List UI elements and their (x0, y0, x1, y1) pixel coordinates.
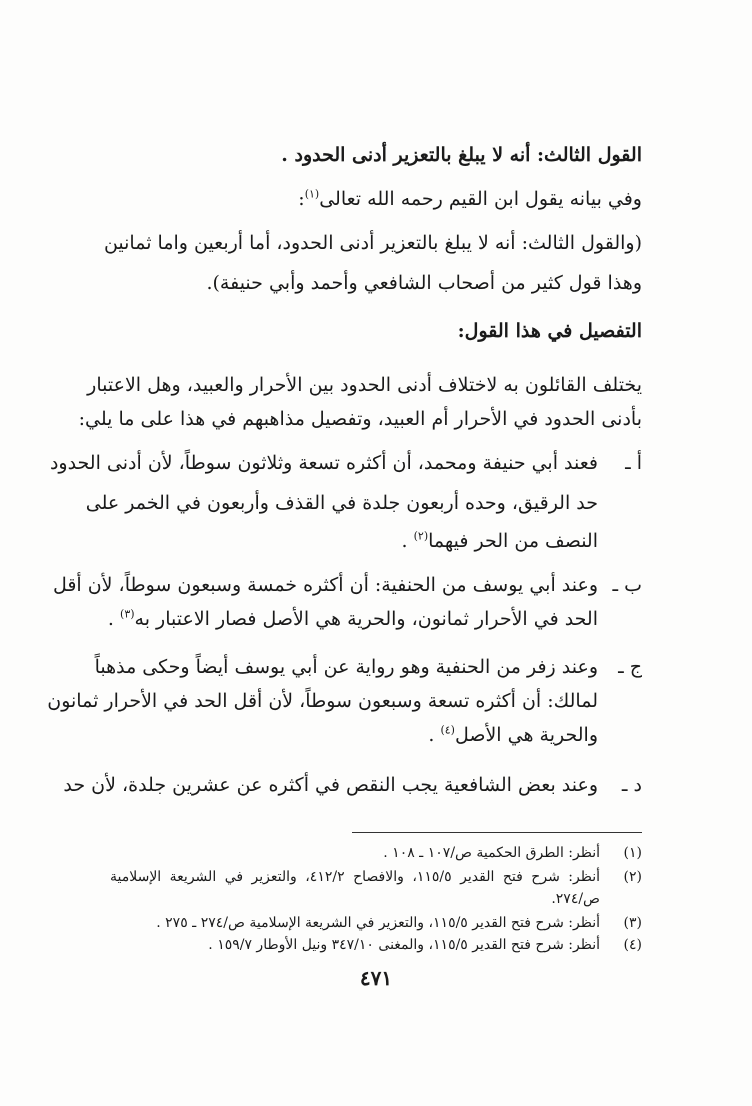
ibn-qayyim-intro-colon: : (298, 188, 305, 210)
third-opinion-line (110, 140, 642, 170)
item-b-text-1: وعند أبي يوسف من الحنفية: أن أكثره خمسة وسبعون سوطاً، لأن أقل (52, 574, 598, 596)
footnote-ref-1[interactable]: (١) (304, 187, 320, 201)
item-a-label: أ ـ (625, 452, 642, 474)
quote-text-1: (والقول الثالث: أنه لا يبلغ بالتعزير أدنى الحدود، أما أربعين واما ثمانين (103, 232, 642, 254)
quote-line-2 (110, 268, 642, 298)
section-heading-text: التفصيل في هذا القول: (457, 320, 642, 342)
item-c-text-3 (110, 720, 598, 750)
quote-line-1 (103, 228, 642, 258)
item-a-last-text: النصف من الحر فيهما (428, 530, 598, 552)
footnote-4-number: (٤) (623, 937, 642, 953)
intro-line-1 (87, 370, 642, 400)
item-a-last-end: . (401, 530, 414, 552)
quote-text-2: وهذا قول كثير من أصحاب الشافعي وأحمد وأبي حنيفة). (206, 272, 642, 294)
item-c-last-end: . (428, 724, 441, 746)
item-b-last-text: الحد في الأحرار ثمانون، والحرية هي الأصل فصار الاعتبار به (134, 608, 598, 630)
footnote-2-text-2: ص/٢٧٤. (551, 891, 600, 907)
item-b-label: ب ـ (612, 574, 642, 596)
footnote-2-text-1: أنظر: شرح فتح القدير ١١٥/٥، والافصاح ٤١٢/٢، والتعزير في الشريعة الإسلامية (110, 869, 600, 885)
item-c-text-1: وعند زفر من الحنفية وهو رواية عن أبي يوسف أيضاً وحكى مذهباً (94, 656, 598, 678)
third-opinion-text: القول الثالث: أنه لا يبلغ بالتعزير أدنى الحدود . (281, 144, 642, 166)
footnote-2-number: (٢) (623, 869, 642, 885)
footnote-ref-4[interactable]: (٤) (440, 723, 455, 737)
item-c-text-2: لمالك: أن أكثره تسعة وسبعون سوطاً، لأن أقل الحد في الأحرار ثمانون (47, 690, 598, 712)
ibn-qayyim-intro-text: وفي بيانه يقول ابن القيم رحمه الله تعالى (319, 188, 642, 210)
footnote-divider (352, 832, 642, 833)
item-a-text-2: حد الرقيق، وحده أربعون جلدة في القذف وأربعون في الخمر على (85, 492, 598, 514)
footnote-1-text: أنظر: الطرق الحكمية ص/١٠٧ ـ ١٠٨ . (383, 845, 600, 861)
ibn-qayyim-intro-line (110, 184, 642, 214)
footnote-3-number: (٣) (623, 915, 642, 931)
item-a-text-1: فعند أبي حنيفة ومحمد، أن أكثره تسعة وثلاثون سوطاً، لأن أدنى الحدود (49, 452, 598, 474)
page-number: ٤٧١ (359, 966, 393, 990)
item-a-text-3 (110, 526, 598, 556)
intro-text-1: يختلف القائلون به لاختلاف أدنى الحدود بين الأحرار والعبيد، وهل الاعتبار (87, 374, 642, 396)
footnote-4-text: أنظر: شرح فتح القدير ١١٥/٥، والمغنى ٣٤٧/١٠ ونيل الأوطار ١٥٩/٧ . (208, 937, 600, 953)
intro-line-2 (78, 404, 642, 434)
item-b-last-end: . (107, 608, 121, 630)
item-b-text-2 (107, 604, 598, 634)
footnote-ref-3[interactable]: (٣) (120, 607, 135, 621)
footnote-3-text: أنظر: شرح فتح القدير ١١٥/٥، والتعزير في الشريعة الإسلامية ص/٢٧٤ ـ ٢٧٥ . (156, 915, 600, 931)
intro-text-2: بأدنى الحدود في الأحرار أم العبيد، وتفصيل مذاهبهم في هذا على ما يلي: (78, 408, 642, 430)
section-heading (110, 316, 642, 346)
footnote-ref-2[interactable]: (٢) (413, 529, 429, 543)
item-d-text-1: وعند بعض الشافعية يجب النقص في أكثره عن عشرين جلدة، لأن حد (63, 774, 598, 796)
item-d-label: د ـ (621, 774, 642, 796)
item-c-last-text: والحرية هي الأصل (454, 724, 598, 746)
item-c-label: ج ـ (618, 656, 642, 678)
footnote-1-number: (١) (623, 845, 642, 861)
